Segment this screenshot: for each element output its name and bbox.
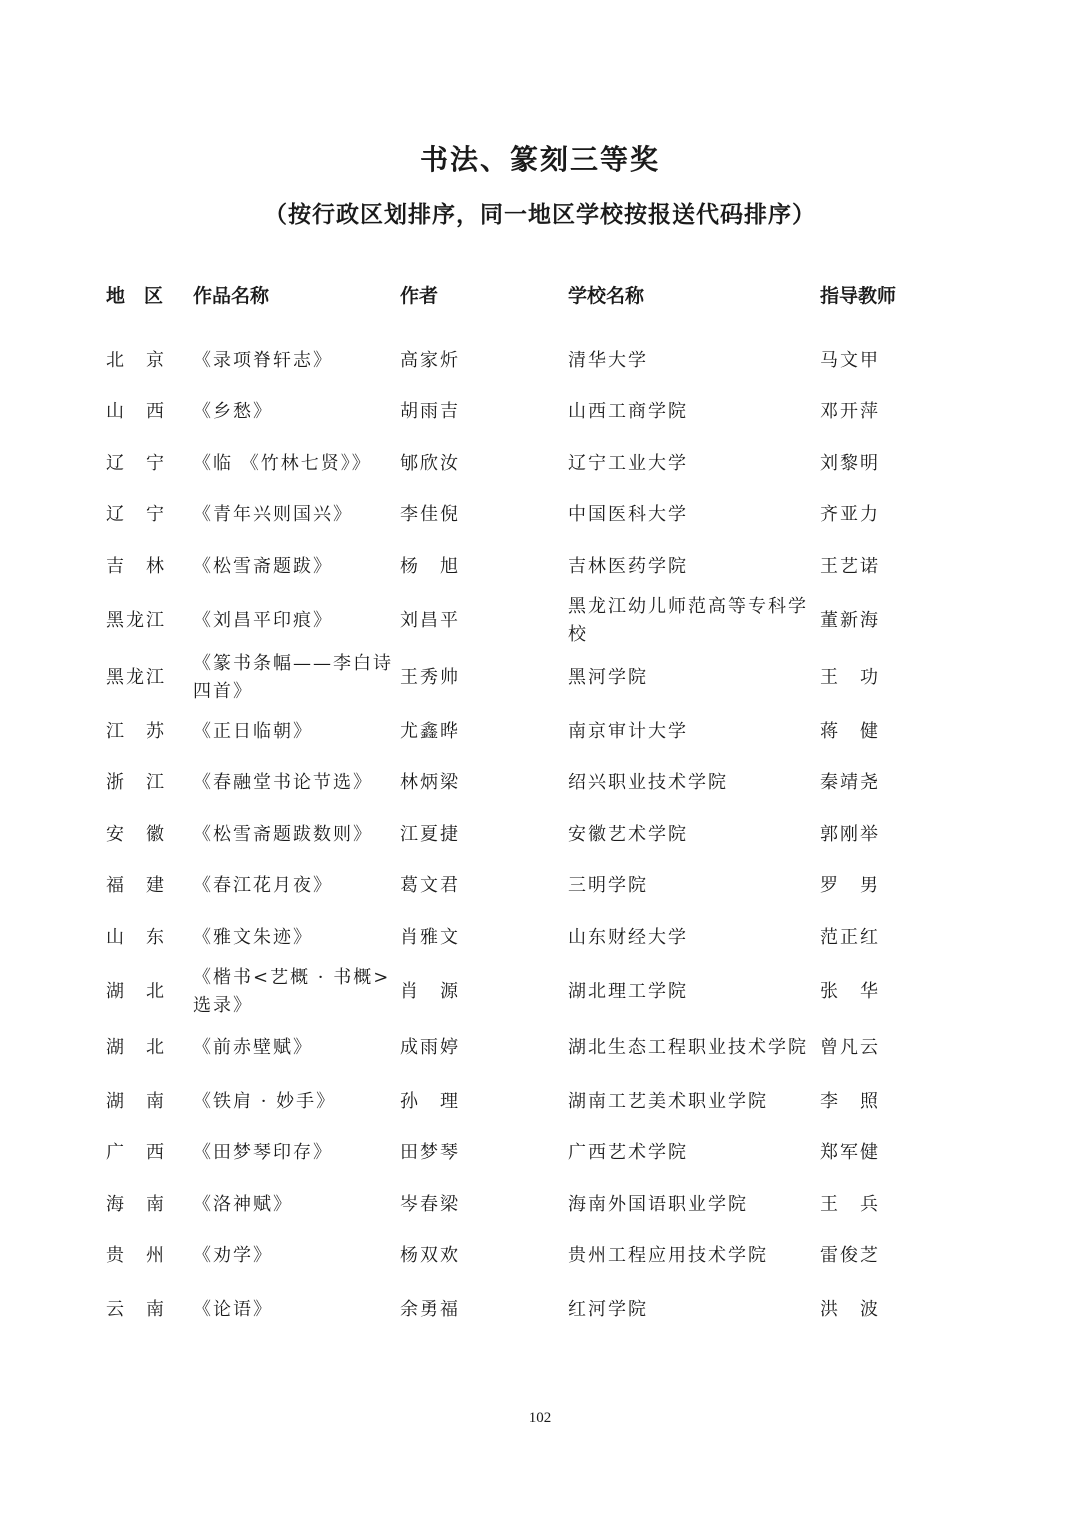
table-row [106, 1020, 986, 1076]
cell-teacher: 马文甲 [820, 350, 880, 371]
cell-teacher: 邓开萍 [820, 401, 880, 422]
cell-school: 山西工商学院 [568, 401, 688, 422]
table-row [106, 1125, 986, 1181]
page-subtitle: （按行政区划排序，同一地区学校按报送代码排序） [264, 202, 816, 228]
cell-work: 《铁肩 · 妙手》 [193, 1091, 337, 1112]
cell-teacher: 董新海 [820, 610, 880, 631]
cell-work: 《临 《竹林七贤》》 [193, 453, 372, 474]
cell-region: 海 南 [106, 1194, 166, 1215]
cell-region: 黑龙江 [106, 667, 166, 688]
cell-region: 安 徽 [106, 824, 166, 845]
cell-region: 湖 北 [106, 1037, 166, 1058]
table-header-row [106, 278, 986, 314]
table-row [106, 1074, 986, 1130]
cell-school: 湖南工艺美术职业学院 [568, 1091, 768, 1112]
cell-school: 湖北理工学院 [568, 981, 688, 1002]
header-author: 作者 [400, 285, 439, 307]
cell-school: 南京审计大学 [568, 721, 688, 742]
table-row [106, 650, 986, 706]
table-row [106, 858, 986, 914]
cell-teacher: 范正红 [820, 927, 880, 948]
cell-teacher: 刘黎明 [820, 453, 880, 474]
table-row [106, 1177, 986, 1233]
cell-author: 胡雨吉 [400, 401, 460, 422]
cell-author: 肖 源 [400, 981, 460, 1002]
cell-region: 辽 宁 [106, 504, 166, 525]
cell-region: 湖 南 [106, 1091, 166, 1112]
cell-region: 黑龙江 [106, 610, 166, 631]
cell-region: 山 东 [106, 927, 166, 948]
cell-region: 福 建 [106, 875, 166, 896]
table-row [106, 487, 986, 543]
cell-region: 辽 宁 [106, 453, 166, 474]
cell-teacher: 曾凡云 [820, 1037, 880, 1058]
cell-region: 贵 州 [106, 1245, 166, 1266]
cell-region: 湖 北 [106, 981, 166, 1002]
cell-author: 郇欣汝 [400, 453, 460, 474]
cell-school: 清华大学 [568, 350, 648, 371]
cell-teacher: 王 兵 [820, 1194, 880, 1215]
cell-teacher: 郭刚举 [820, 824, 880, 845]
cell-school: 黑河学院 [568, 667, 648, 688]
cell-work: 《雅文朱迹》 [193, 927, 313, 948]
cell-author: 肖雅文 [400, 927, 460, 948]
table-row [106, 964, 986, 1020]
cell-school: 吉林医药学院 [568, 556, 688, 577]
cell-work: 《前赤壁赋》 [193, 1037, 313, 1058]
cell-teacher: 李 照 [820, 1091, 880, 1112]
cell-school: 辽宁工业大学 [568, 453, 688, 474]
cell-region: 北 京 [106, 350, 166, 371]
cell-author: 岑春梁 [400, 1194, 460, 1215]
awards-table [106, 278, 986, 1320]
table-row [106, 704, 986, 760]
cell-teacher: 洪 波 [820, 1299, 880, 1320]
cell-work: 《青年兴则国兴》 [193, 504, 353, 525]
cell-region: 云 南 [106, 1299, 166, 1320]
cell-region: 吉 林 [106, 556, 166, 577]
cell-teacher: 王 功 [820, 667, 880, 688]
cell-work: 《洛神赋》 [193, 1194, 293, 1215]
cell-teacher: 郑军健 [820, 1142, 880, 1163]
cell-school: 安徽艺术学院 [568, 824, 688, 845]
cell-work: 《刘昌平印痕》 [193, 610, 333, 631]
cell-region: 浙 江 [106, 772, 166, 793]
cell-author: 刘昌平 [400, 610, 460, 631]
cell-region: 山 西 [106, 401, 166, 422]
header-school: 学校名称 [568, 285, 645, 307]
cell-region: 江 苏 [106, 721, 166, 742]
cell-school: 湖北生态工程职业技术学院 [568, 1037, 808, 1058]
header-teacher: 指导教师 [820, 285, 897, 307]
cell-work: 《春江花月夜》 [193, 875, 333, 896]
cell-author: 尤鑫晔 [400, 721, 460, 742]
table-row [106, 436, 986, 492]
cell-work: 《论语》 [193, 1299, 273, 1320]
cell-region: 广 西 [106, 1142, 166, 1163]
cell-school: 贵州工程应用技术学院 [568, 1245, 768, 1266]
cell-work: 《录项脊轩志》 [193, 350, 333, 371]
cell-school: 绍兴职业技术学院 [568, 772, 728, 793]
table-row [106, 333, 986, 389]
page-title: 书法、篆刻三等奖 [419, 143, 660, 176]
table-row [106, 755, 986, 811]
cell-author: 高家炘 [400, 350, 460, 371]
cell-author: 葛文君 [400, 875, 460, 896]
cell-teacher: 秦靖尧 [820, 772, 880, 793]
cell-author: 余勇福 [400, 1299, 460, 1320]
cell-author: 成雨婷 [400, 1037, 460, 1058]
cell-teacher: 雷俊芝 [820, 1245, 880, 1266]
cell-teacher: 齐亚力 [820, 504, 880, 525]
cell-teacher: 王艺诺 [820, 556, 880, 577]
cell-work: 《田梦琴印存》 [193, 1142, 333, 1163]
page-number: 102 [528, 1410, 552, 1426]
cell-author: 孙 理 [400, 1091, 460, 1112]
cell-work: 《正日临朝》 [193, 721, 313, 742]
cell-school: 广西艺术学院 [568, 1142, 688, 1163]
table-row [106, 1228, 986, 1284]
cell-work: 《劝学》 [193, 1245, 273, 1266]
cell-teacher: 罗 男 [820, 875, 880, 896]
table-row [106, 384, 986, 440]
cell-school: 海南外国语职业学院 [568, 1194, 748, 1215]
cell-school: 黑龙江幼儿师范高等专科学校 [568, 596, 808, 645]
cell-author: 李佳倪 [400, 504, 460, 525]
cell-author: 王秀帅 [400, 667, 460, 688]
cell-author: 江夏捷 [400, 824, 460, 845]
cell-author: 林炳梁 [400, 772, 460, 793]
cell-work: 《春融堂书论节选》 [193, 772, 373, 793]
cell-school: 山东财经大学 [568, 927, 688, 948]
cell-work: 《楷书<艺概 · 书概>选录》 [193, 967, 391, 1016]
cell-school: 中国医科大学 [568, 504, 688, 525]
cell-work: 《松雪斋题跋》 [193, 556, 333, 577]
cell-author: 田梦琴 [400, 1142, 460, 1163]
table-row [106, 539, 986, 595]
cell-work: 《乡愁》 [193, 401, 273, 422]
table-row [106, 807, 986, 863]
table-row [106, 910, 986, 966]
table-row [106, 1282, 986, 1338]
table-row [106, 593, 986, 649]
cell-work: 《篆书条幅——李白诗四首》 [193, 653, 393, 702]
cell-school: 三明学院 [568, 875, 648, 896]
cell-work: 《松雪斋题跋数则》 [193, 824, 373, 845]
cell-teacher: 张 华 [820, 981, 880, 1002]
cell-author: 杨 旭 [400, 556, 460, 577]
header-region: 地 区 [106, 285, 164, 307]
header-work: 作品名称 [193, 285, 270, 307]
cell-author: 杨双欢 [400, 1245, 460, 1266]
cell-teacher: 蒋 健 [820, 721, 880, 742]
cell-school: 红河学院 [568, 1299, 648, 1320]
